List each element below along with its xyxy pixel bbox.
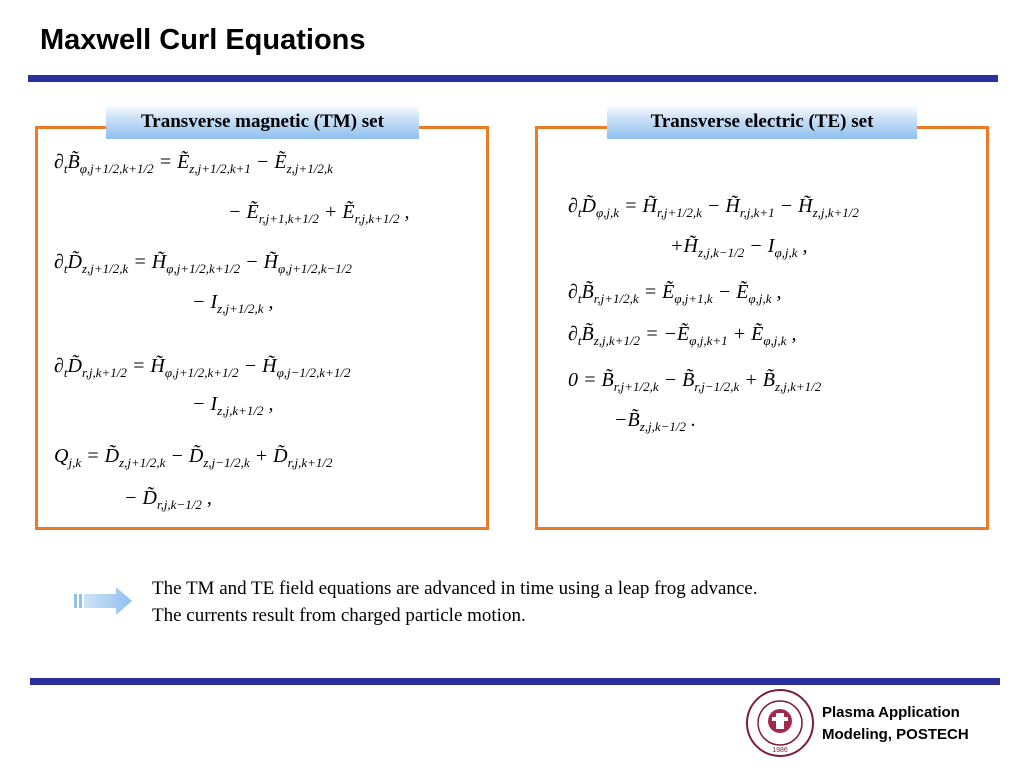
te-eq-2: $+H̃_{z,j,k-1/2} - I_{\varphi,j,k}$ ,	[670, 235, 808, 260]
tm-eq-3: $\partial_tD̃_{z,j+1/2,k}$ = $H̃_{\varphi,j+1/2,k+1/2}$ − $H̃_{\varphi,j+1/2,k-1/2}$	[54, 251, 352, 276]
te-eq-4: $\partial_tB̃_{z,j,k+1/2}$ = −Ẽ$_{\varphi,j,k+1}$ + Ẽ$_{\varphi,j,k}$ ,	[568, 323, 797, 348]
te-panel	[535, 126, 989, 530]
tm-eq-5: $\partial_tD̃_{r,j,k+1/2}$ = $H̃_{\varphi,j+1/2,k+1/2}$ − $H̃_{\varphi,j-1/2,k+1/2}$	[54, 355, 351, 380]
top-divider	[28, 75, 998, 82]
footer-org-line-1: Plasma Application	[822, 704, 960, 721]
tm-eq-2: − Ẽ$_{r,j+1,k+1/2}$ + Ẽ$_{r,j,k+1/2}$ ,	[228, 201, 410, 226]
right-arrow-icon	[72, 585, 134, 617]
bottom-divider	[30, 678, 1000, 685]
footer-org-line-2: Modeling, POSTECH	[822, 726, 969, 743]
note-line-1: The TM and TE field equations are advanced in time using a leap frog advance.	[152, 578, 758, 599]
tm-eq-6: − $I_{z,j,k+1/2}$ ,	[192, 393, 274, 418]
tm-set-label: Transverse magnetic (TM) set	[106, 105, 419, 139]
tm-eq-1: $\partial_tB̃_{\varphi,j+1/2,k+1/2}$ = Ẽ$_{z,j+1/2,k+1}$ − Ẽ$_{z,j+1/2,k}$	[54, 151, 333, 176]
university-seal	[745, 688, 815, 758]
te-set-label: Transverse electric (TE) set	[607, 105, 917, 139]
tm-eq-7: $Q_{j,k}$ = $D̃_{z,j+1/2,k}$ − $D̃_{z,j-1/2,k}$ + $D̃_{r,j,k+1/2}$	[54, 445, 333, 470]
te-eq-3: $\partial_tB̃_{r,j+1/2,k}$ = Ẽ$_{\varphi,j+1,k}$ − Ẽ$_{\varphi,j,k}$ ,	[568, 281, 782, 306]
te-eq-1: $\partial_tD̃_{\varphi,j,k}$ = $H̃_{r,j+1/2,k}$ − $H̃_{r,j,k+1}$ − $H̃_{z,j,k+1/2}$	[568, 195, 859, 220]
te-eq-5: $0 = B̃_{r,j+1/2,k}$ − $B̃_{r,j-1/2,k}$ + $B̃_{z,j,k+1/2}$	[568, 369, 822, 394]
slide-title: Maxwell Curl Equations	[40, 24, 366, 56]
note-line-2: The currents result from charged particle motion.	[152, 605, 526, 626]
te-eq-6: $-B̃_{z,j,k-1/2}$ .	[614, 409, 697, 434]
tm-eq-4: − $I_{z,j+1/2,k}$ ,	[192, 291, 274, 316]
svg-text:1986: 1986	[772, 747, 788, 754]
tm-panel	[35, 126, 489, 530]
tm-eq-8: − $D̃_{r,j,k-1/2}$ ,	[124, 487, 212, 512]
